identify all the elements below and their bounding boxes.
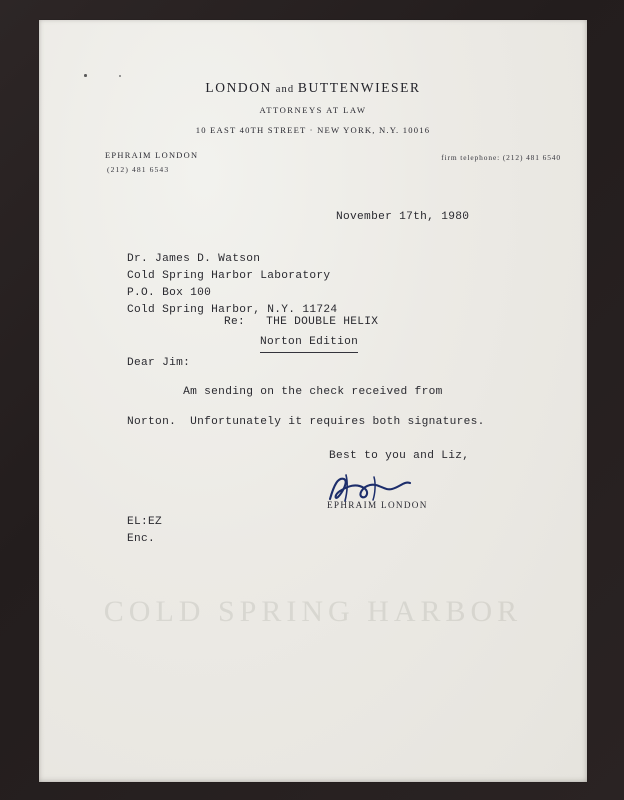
subject-subtitle: Norton Edition (260, 334, 358, 353)
firm-address: 10 EAST 40TH STREET · NEW YORK, N.Y. 10016 (195, 125, 431, 135)
firm-subtitle: ATTORNEYS AT LAW (259, 105, 367, 115)
page-content (39, 20, 587, 782)
closing-line: Best to you and Liz, (329, 450, 470, 462)
attorney-name: EPHRAIM LONDON (105, 151, 199, 160)
signature-name: EPHRAIM LONDON (327, 500, 428, 510)
body-paragraph (127, 384, 485, 431)
subject-title: THE DOUBLE HELIX (266, 316, 379, 328)
recipient-address (127, 251, 337, 319)
body-line: Am sending on the check received from (127, 386, 443, 398)
recipient-line: Cold Spring Harbor, N.Y. 11724 (127, 304, 338, 316)
document-page (39, 20, 587, 782)
subject-line-2-wrap (224, 331, 378, 353)
salutation: Dear Jim: (127, 357, 191, 369)
recipient-line: Dr. James D. Watson (127, 253, 261, 265)
firm-name-second: BUTTENWIESER (297, 80, 421, 95)
body-line: Norton. Unfortunately it requires both signatures. (127, 416, 485, 428)
subject-line-1 (224, 314, 378, 331)
attorney-block (105, 151, 198, 174)
subject-prefix: Re: (224, 316, 246, 328)
firm-telephone: firm telephone: (212) 481 6540 (441, 153, 561, 162)
recipient-line: Cold Spring Harbor Laboratory (127, 270, 331, 282)
firm-name-and: and (275, 84, 295, 95)
subject-block (224, 314, 378, 353)
attorney-phone: (212) 481 6543 (107, 165, 170, 174)
paper-watermark: COLD SPRING HARBOR (103, 595, 523, 628)
recipient-line: P.O. Box 100 (127, 287, 212, 299)
initials-block (127, 514, 162, 548)
paper-speck (119, 75, 121, 77)
letterhead (39, 80, 587, 135)
paper-speck (84, 74, 87, 77)
letter-date: November 17th, 1980 (336, 211, 470, 223)
firm-name (39, 80, 587, 96)
enclosure-note: Enc. (127, 533, 156, 545)
firm-name-first: LONDON (205, 80, 272, 95)
typist-initials: EL:EZ (127, 516, 163, 528)
